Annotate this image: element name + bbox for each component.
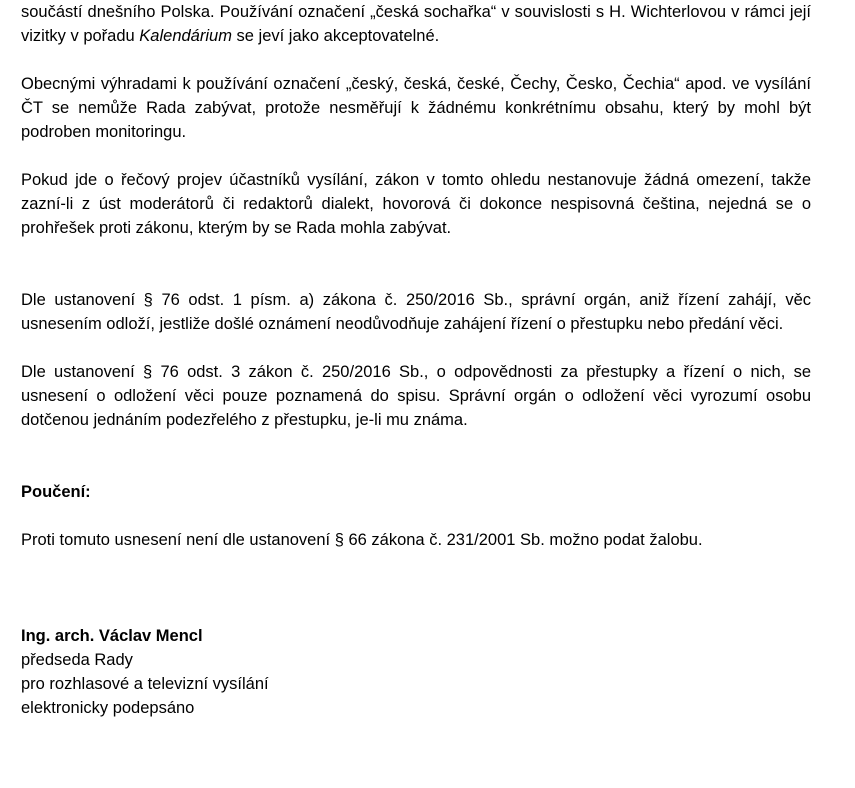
signatory-role: předseda Rady: [21, 651, 133, 669]
paragraph-polish-reference: [21, 0, 811, 48]
paragraph-speech-of-participants: Pokud jde o řečový projev účastníků vysílání, zákon v tomto ohledu nestanovuje žádná omezení, takže zazní-li z úst moderátorů či redaktorů dialekt, hovorová či dokonce nespisovná čeština, nejedná se o prohřešek proti zákonu, kterým by se Rada mohla zabývat.: [21, 171, 811, 237]
document-page: [21, 0, 811, 720]
instruction-text: Proti tomuto usnesení není dle ustanovení § 66 zákona č. 231/2001 Sb. možno podat žalobu.: [21, 531, 703, 549]
paragraph-general-objections: Obecnými výhradami k používání označení „český, česká, české, Čechy, Česko, Čechia“ apod. ve vysílání ČT se nemůže Rada zabývat, protože nesměřují k žádnému konkrétnímu obsahu, který by mohl být podroben monitoringu.: [21, 75, 811, 141]
paragraph-legal-provision-2: Dle ustanovení § 76 odst. 3 zákon č. 250/2016 Sb., o odpovědnosti za přestupky a řízení o nich, se usnesení o odložení věci pouze poznamená do spisu. Správní orgán o odložení věci vyrozumí osobu dotčenou jednáním podezřelého z přestupku, je-li mu známa.: [21, 363, 811, 429]
signature-block: [21, 624, 811, 720]
paragraph-text: se jeví jako akceptovatelné.: [231, 27, 440, 45]
instruction-heading: Poučení:: [21, 483, 91, 501]
signatory-organization: pro rozhlasové a televizní vysílání: [21, 675, 269, 693]
signatory-name: Ing. arch. Václav Mencl: [21, 627, 203, 645]
paragraph-text: součástí dnešního Polska. Používání označení „česká sochařka“ v souvislosti s H. Wichterlovou v rámci její vizitky v pořadu: [21, 3, 811, 45]
paragraph-legal-provision-1: Dle ustanovení § 76 odst. 1 písm. a) zákona č. 250/2016 Sb., správní orgán, aniž řízení zahájí, věc usnesením odloží, jestliže došlé oznámení neodůvodňuje zahájení řízení o přestupku nebo předání věci.: [21, 291, 811, 333]
signature-status: elektronicky podepsáno: [21, 699, 195, 717]
program-title: Kalendárium: [139, 27, 232, 45]
